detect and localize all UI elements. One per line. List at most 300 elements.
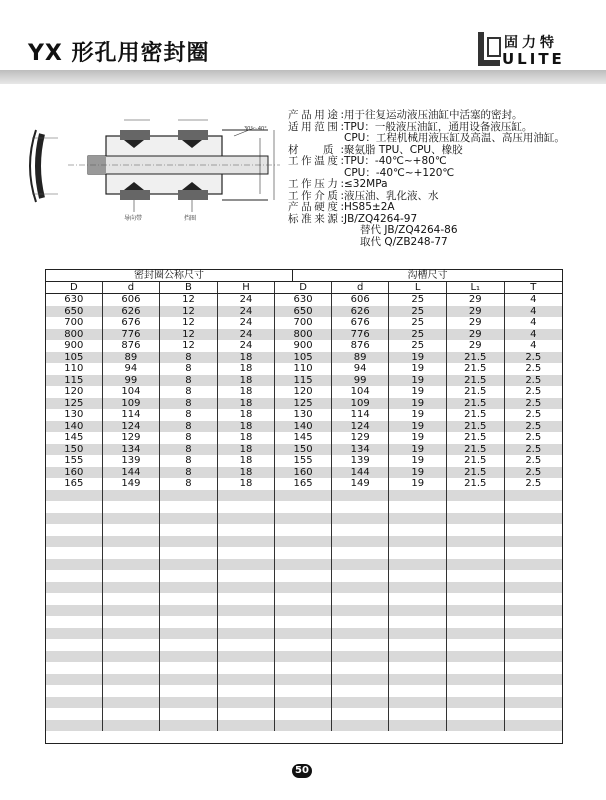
table-cell: 18 <box>218 409 276 421</box>
table-row-empty <box>46 662 562 674</box>
table-cell: 29 <box>447 329 505 341</box>
table-cell <box>160 547 218 559</box>
table-cell: 776 <box>103 329 161 341</box>
table-cell: 25 <box>389 329 447 341</box>
table-cell <box>447 674 505 686</box>
table-cell: 125 <box>275 398 332 410</box>
table-cell <box>218 639 276 651</box>
table-cell: 800 <box>46 329 103 341</box>
table-cell <box>275 697 332 709</box>
table-cell: 21.5 <box>447 444 505 456</box>
table-cell <box>389 605 447 617</box>
table-cell: 18 <box>218 432 276 444</box>
table-cell <box>447 570 505 582</box>
spec-label: 产品用途: <box>288 109 344 121</box>
table-cell <box>218 490 276 502</box>
spec-label: 产品硬度: <box>288 201 344 213</box>
table-cell <box>103 662 161 674</box>
table-cell <box>505 582 562 594</box>
table-cell <box>160 651 218 663</box>
table-cell <box>505 490 562 502</box>
page-number: 50 <box>292 764 312 778</box>
table-cell <box>505 616 562 628</box>
table-cell: 94 <box>332 363 390 375</box>
table-cell <box>103 708 161 720</box>
table-cell: 110 <box>46 363 103 375</box>
table-cell <box>505 536 562 548</box>
table-cell: 19 <box>389 478 447 490</box>
table-cell <box>218 582 276 594</box>
table-cell <box>103 536 161 548</box>
table-cell <box>218 559 276 571</box>
table-cell <box>218 593 276 605</box>
table-row <box>46 478 562 490</box>
table-cell <box>46 708 103 720</box>
table-row-empty <box>46 708 562 720</box>
table-cell <box>447 628 505 640</box>
table-cell <box>103 582 161 594</box>
table-cell <box>103 697 161 709</box>
table-cell <box>275 513 332 525</box>
table-cell: 8 <box>160 409 218 421</box>
table-cell <box>389 697 447 709</box>
table-cell <box>275 616 332 628</box>
table-row-empty <box>46 582 562 594</box>
table-cell <box>389 490 447 502</box>
spec-value: JB/ZQ4264-97 <box>344 212 418 225</box>
drawing-label-ring: 挡圈 <box>184 215 197 222</box>
table-cell: 18 <box>218 467 276 479</box>
table-row <box>46 317 562 329</box>
table-cell <box>46 524 103 536</box>
table-cell <box>103 685 161 697</box>
table-row-empty <box>46 639 562 651</box>
table-cell <box>160 697 218 709</box>
table-cell: 19 <box>389 398 447 410</box>
table-cell <box>389 570 447 582</box>
table-cell: 114 <box>103 409 161 421</box>
table-cell: 8 <box>160 444 218 456</box>
table-cell: 2.5 <box>525 409 542 420</box>
table-cell: 18 <box>218 386 276 398</box>
table-cell <box>218 501 276 513</box>
spec-value: TPU：一般液压油缸，通用设备液压缸。 <box>344 120 533 133</box>
table-cell <box>447 685 505 697</box>
table-cell: 21.5 <box>447 363 505 375</box>
table-cell <box>389 501 447 513</box>
table-cell <box>389 628 447 640</box>
table-cell: 18 <box>218 398 276 410</box>
table-cell <box>332 685 390 697</box>
spec-value: 用于往复运动液压油缸中活塞的密封。 <box>344 109 523 121</box>
table-cell: 144 <box>332 467 390 479</box>
table-cell: 29 <box>447 294 505 306</box>
spec-value: HS85±2A <box>344 201 395 213</box>
table-cell <box>46 513 103 525</box>
table-cell: 115 <box>275 375 332 387</box>
spec-label <box>288 133 344 145</box>
table-cell <box>275 547 332 559</box>
table-cell: 8 <box>160 386 218 398</box>
table-cell <box>389 513 447 525</box>
spec-standard-note: 取代 Q/ZB248-77 <box>360 235 448 248</box>
table-cell: 18 <box>218 421 276 433</box>
table-cell <box>332 524 390 536</box>
table-cell <box>275 685 332 697</box>
table-cell: 19 <box>389 444 447 456</box>
table-cell: 29 <box>447 306 505 318</box>
table-row-empty <box>46 720 562 732</box>
table-cell <box>447 513 505 525</box>
table-cell <box>505 513 562 525</box>
spec-row <box>288 133 588 145</box>
spec-standard-note: 替代 JB/ZQ4264-86 <box>360 224 458 236</box>
table-cell <box>389 662 447 674</box>
dimension-table <box>45 269 563 744</box>
table-cell: 2.5 <box>525 363 542 374</box>
table-cell: 25 <box>389 294 447 306</box>
table-cell: 109 <box>332 398 390 410</box>
spec-label: 工作温度: <box>288 155 344 167</box>
table-cell: 19 <box>389 455 447 467</box>
table-cell <box>505 639 562 651</box>
table-cell <box>332 570 390 582</box>
table-cell: 21.5 <box>447 478 505 490</box>
table-cell <box>332 501 390 513</box>
table-cell: 24 <box>218 306 276 318</box>
table-cell: 134 <box>103 444 161 456</box>
table-cell <box>160 490 218 502</box>
table-cell: 2.5 <box>525 443 542 455</box>
table-cell: 149 <box>332 478 390 490</box>
table-cell <box>275 490 332 502</box>
table-cell: 120 <box>275 386 332 398</box>
table-cell: 25 <box>389 317 447 329</box>
table-cell <box>505 697 562 709</box>
table-cell: 8 <box>160 467 218 479</box>
table-row-empty <box>46 490 562 502</box>
table-cell <box>447 524 505 536</box>
table-cell <box>505 547 562 559</box>
table-cell <box>447 708 505 720</box>
table-cell: 89 <box>332 352 390 364</box>
table-row <box>46 409 562 421</box>
table-cell: 105 <box>275 352 332 364</box>
table-row-empty <box>46 616 562 628</box>
table-row-empty <box>46 628 562 640</box>
header-band <box>0 70 606 84</box>
table-cell <box>332 593 390 605</box>
table-cell <box>447 662 505 674</box>
table-cell: 2.5 <box>525 420 542 432</box>
table-cell: 104 <box>103 386 161 398</box>
table-cell <box>160 570 218 582</box>
table-cell <box>505 593 562 605</box>
table-cell <box>275 524 332 536</box>
table-row-empty <box>46 593 562 605</box>
table-cell <box>505 662 562 674</box>
table-cell: 18 <box>218 352 276 364</box>
table-cell <box>275 605 332 617</box>
table-cell: 21.5 <box>447 386 505 398</box>
table-cell: 630 <box>46 294 103 306</box>
table-cell: 21.5 <box>447 352 505 364</box>
table-cell: 2.5 <box>525 432 542 443</box>
table-cell <box>389 708 447 720</box>
table-row-empty <box>46 547 562 559</box>
table-cell <box>275 593 332 605</box>
table-cell <box>160 501 218 513</box>
table-cell: 650 <box>275 306 332 318</box>
table-cell <box>275 536 332 548</box>
table-cell <box>447 536 505 548</box>
drawing-angle-label: 30°～40° <box>244 126 267 132</box>
table-row-empty <box>46 524 562 536</box>
table-cell: 626 <box>332 306 390 318</box>
table-cell: 630 <box>275 294 332 306</box>
table-cell: 8 <box>160 478 218 490</box>
table-cell: 160 <box>275 467 332 479</box>
table-cell <box>505 628 562 640</box>
table-cell: 124 <box>332 421 390 433</box>
table-cell: 24 <box>218 329 276 341</box>
table-cell <box>505 674 562 686</box>
table-cell <box>389 616 447 628</box>
table-cell: 8 <box>160 455 218 467</box>
column-header: L <box>389 282 447 293</box>
table-cell: 4 <box>530 317 537 328</box>
table-cell: 876 <box>332 340 390 352</box>
table-cell <box>332 697 390 709</box>
table-cell <box>332 662 390 674</box>
table-cell: 99 <box>332 375 390 387</box>
table-cell: 21.5 <box>447 467 505 479</box>
table-cell <box>332 605 390 617</box>
table-cell <box>505 501 562 513</box>
table-cell: 2.5 <box>525 374 542 386</box>
table-cell: 99 <box>103 375 161 387</box>
table-cell <box>160 582 218 594</box>
table-cell: 24 <box>218 294 276 306</box>
table-cell <box>160 720 218 732</box>
spec-row <box>288 202 588 214</box>
table-cell <box>389 559 447 571</box>
table-cell: 21.5 <box>447 421 505 433</box>
table-cell: 165 <box>275 478 332 490</box>
table-cell <box>46 501 103 513</box>
table-row <box>46 363 562 375</box>
table-row <box>46 352 562 364</box>
brand-mark-icon <box>476 30 502 70</box>
table-cell: 125 <box>46 398 103 410</box>
table-cell <box>447 605 505 617</box>
table-cell: 120 <box>46 386 103 398</box>
table-row-empty <box>46 605 562 617</box>
table-cell: 2.5 <box>525 397 542 409</box>
table-cell: 24 <box>218 340 276 352</box>
spec-value: TPU：-40℃~+80℃ <box>344 155 447 167</box>
table-cell <box>160 559 218 571</box>
table-cell: 19 <box>389 467 447 479</box>
table-cell: 650 <box>46 306 103 318</box>
table-cell <box>46 685 103 697</box>
brand-name-cn: 固力特 <box>504 35 558 51</box>
table-cell: 676 <box>103 317 161 329</box>
table-cell: 19 <box>389 409 447 421</box>
spec-label: 适用范围: <box>288 120 344 133</box>
table-cell <box>46 616 103 628</box>
group-groove-size: 沟槽尺寸 <box>407 270 448 281</box>
table-cell <box>160 593 218 605</box>
table-cell <box>332 651 390 663</box>
table-cell <box>160 674 218 686</box>
table-cell: 4 <box>530 294 537 305</box>
table-cell <box>46 547 103 559</box>
table-cell: 19 <box>389 421 447 433</box>
spec-label: 工作介质: <box>288 189 344 202</box>
table-cell: 8 <box>160 421 218 433</box>
table-cell: 160 <box>46 467 103 479</box>
table-cell: 21.5 <box>447 398 505 410</box>
table-cell <box>46 593 103 605</box>
table-cell: 700 <box>275 317 332 329</box>
table-cell: 19 <box>389 375 447 387</box>
table-row <box>46 294 562 306</box>
table-cell: 139 <box>103 455 161 467</box>
table-cell <box>389 674 447 686</box>
table-cell: 19 <box>389 352 447 364</box>
table-cell <box>218 605 276 617</box>
table-cell: 2.5 <box>525 351 542 363</box>
table-row <box>46 375 562 387</box>
table-cell <box>447 501 505 513</box>
table-row-empty <box>46 674 562 686</box>
table-cell <box>160 536 218 548</box>
table-cell <box>46 628 103 640</box>
table-cell: 144 <box>103 467 161 479</box>
table-cell: 876 <box>103 340 161 352</box>
table-row-empty <box>46 513 562 525</box>
table-cell: 29 <box>447 340 505 352</box>
table-cell <box>103 524 161 536</box>
table-cell <box>332 490 390 502</box>
table-cell <box>447 639 505 651</box>
table-cell: 109 <box>103 398 161 410</box>
table-cell <box>389 639 447 651</box>
table-cell <box>332 674 390 686</box>
table-cell: 150 <box>275 444 332 456</box>
table-cell <box>46 674 103 686</box>
table-cell <box>218 536 276 548</box>
table-cell <box>389 685 447 697</box>
spec-value: ≤32MPa <box>344 178 388 190</box>
table-cell <box>218 628 276 640</box>
spec-label: 材 质: <box>288 143 344 156</box>
table-cell: 19 <box>389 432 447 444</box>
group-seal-size: 密封圈公称尺寸 <box>46 270 293 281</box>
table-cell: 145 <box>275 432 332 444</box>
table-cell <box>332 559 390 571</box>
table-cell <box>505 685 562 697</box>
table-cell: 155 <box>46 455 103 467</box>
spec-row <box>288 110 588 122</box>
table-cell <box>218 708 276 720</box>
table-cell <box>160 662 218 674</box>
table-cell: 25 <box>389 340 447 352</box>
table-cell <box>160 616 218 628</box>
table-cell: 104 <box>332 386 390 398</box>
table-cell: 4 <box>530 328 537 340</box>
table-cell: 129 <box>103 432 161 444</box>
table-cell: 12 <box>160 306 218 318</box>
table-cell: 12 <box>160 317 218 329</box>
spec-value: CPU：-40℃~+120℃ <box>344 166 455 179</box>
table-row <box>46 432 562 444</box>
table-cell <box>447 616 505 628</box>
table-cell: 29 <box>447 317 505 329</box>
table-cell <box>46 570 103 582</box>
table-cell: 800 <box>275 329 332 341</box>
table-cell <box>160 708 218 720</box>
table-cell: 21.5 <box>447 432 505 444</box>
table-cell <box>332 536 390 548</box>
column-header: d <box>332 282 390 293</box>
spec-value: CPU：工程机械用液压缸及高温、高压用油缸。 <box>344 132 565 144</box>
table-cell <box>46 697 103 709</box>
table-row-empty <box>46 685 562 697</box>
table-cell: 19 <box>389 386 447 398</box>
spec-label: 标准来源: <box>288 212 344 225</box>
table-cell <box>275 582 332 594</box>
table-row-empty <box>46 697 562 709</box>
table-cell <box>218 697 276 709</box>
table-cell <box>46 605 103 617</box>
table-cell: 150 <box>46 444 103 456</box>
table-cell: 25 <box>389 306 447 318</box>
table-cell <box>389 651 447 663</box>
table-cell: 8 <box>160 398 218 410</box>
table-cell <box>447 593 505 605</box>
table-cell <box>103 593 161 605</box>
brand-logo <box>476 30 580 70</box>
table-cell: 145 <box>46 432 103 444</box>
table-cell <box>275 639 332 651</box>
table-cell: 18 <box>218 444 276 456</box>
table-cell <box>160 605 218 617</box>
table-cell: 139 <box>332 455 390 467</box>
table-cell <box>505 570 562 582</box>
table-row <box>46 340 562 352</box>
table-cell <box>505 605 562 617</box>
table-cell: 115 <box>46 375 103 387</box>
table-cell <box>160 685 218 697</box>
table-cell <box>218 513 276 525</box>
brand-name-en: ULITE <box>502 50 565 68</box>
table-row <box>46 329 562 341</box>
table-cell <box>103 501 161 513</box>
column-header: H <box>218 282 276 293</box>
table-cell <box>447 720 505 732</box>
table-cell <box>505 559 562 571</box>
column-header: D <box>46 282 103 293</box>
table-row-empty <box>46 651 562 663</box>
table-cell <box>218 685 276 697</box>
table-cell <box>389 593 447 605</box>
table-cell <box>447 490 505 502</box>
table-cell: 8 <box>160 363 218 375</box>
table-cell: 130 <box>46 409 103 421</box>
table-row <box>46 421 562 433</box>
